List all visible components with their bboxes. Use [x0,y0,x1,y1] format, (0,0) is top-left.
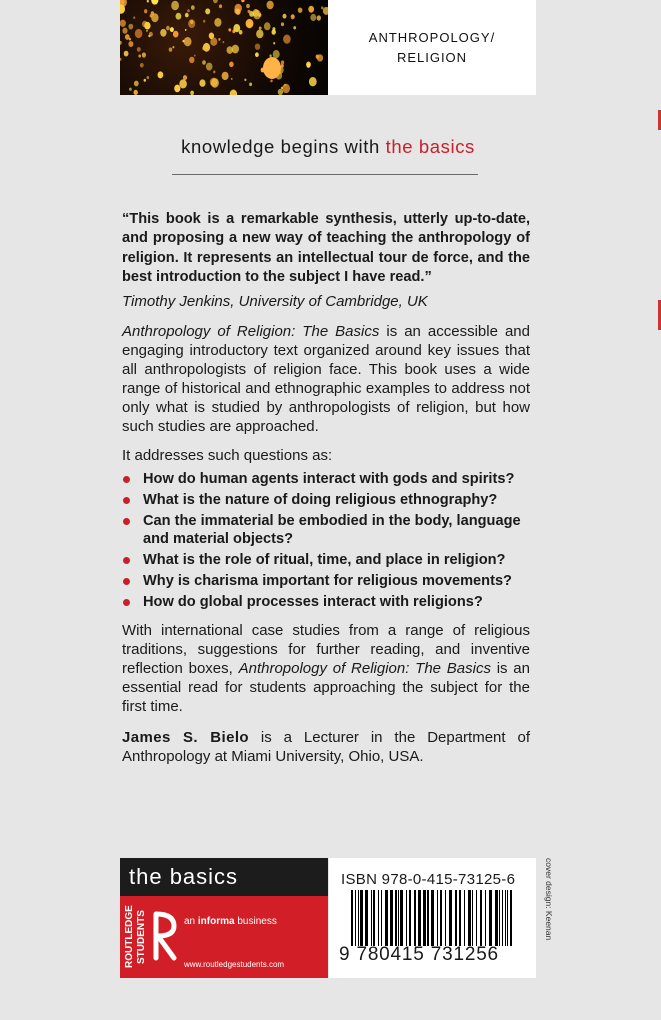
bullet-icon [123,578,130,585]
lantern-light [209,33,214,40]
lantern-light [269,54,271,57]
barcode-bar [507,890,508,946]
lantern-light [210,78,218,87]
lantern-light [174,85,180,93]
publisher-panel [120,896,328,978]
question-item: Why is charisma important for religious movements? [122,572,530,590]
barcode-bar [472,890,473,946]
tagline-prefix: knowledge begins with [181,136,380,157]
publisher-vertical-text: ROUTLEDGE STUDENTS [124,905,147,969]
description-paragraph [122,322,530,436]
lantern-light [129,88,132,91]
back-cover-text [122,210,530,766]
lantern-light [146,30,148,32]
closing-text-after: is an essential read for students approaching the subject for the first time. [122,659,530,715]
lantern-light [144,9,147,13]
lantern-light [229,62,234,68]
lantern-light [321,6,324,9]
tagline-accent: the basics [385,136,475,157]
lantern-light [255,44,260,50]
lantern-light [218,38,220,41]
lantern-light [179,79,187,88]
barcode-bar [371,890,372,946]
barcode-bar [455,890,457,946]
lantern-light [231,78,233,80]
lantern-light [138,54,141,57]
lantern-light [230,90,237,96]
lantern-light [278,89,283,95]
barcode-bar [423,890,426,946]
lantern-light [185,13,189,18]
barcode-bar [406,890,407,946]
lantern-light [202,47,205,51]
barcode-bar [373,890,375,946]
routledge-logo-icon [150,910,180,962]
barcode-bar [437,890,438,946]
question-item: What is the nature of doing religious ethnography? [122,491,530,509]
lantern-light [239,30,243,35]
bullet-icon [123,557,130,564]
barcode-bar [445,890,446,946]
barcode-bar [489,890,492,946]
barcode-bar [502,890,503,946]
lantern-light [199,79,205,86]
barcode-bars [351,890,516,946]
lantern-light [206,63,213,71]
publisher-website: www.routledgestudents.com [184,960,285,969]
barcode-bar [385,890,388,946]
author-bio-text: is a Lecturer in the Department of Anthropology at Miami University, Ohio, USA. [122,728,530,765]
barcode-bar [409,890,411,946]
lantern-light [171,1,179,10]
question-item: Can the immaterial be embodied in the body, language and material objects? [122,512,530,548]
lantern-light [190,91,194,95]
questions-lead: It addresses such questions as: [122,446,333,464]
lantern-light [247,22,251,27]
lantern-light [213,71,215,74]
lantern-light [144,79,146,82]
lantern-light [222,72,229,80]
informa-tagline: an informa business [184,916,277,927]
isbn-digits: 9 780415 731256 [339,944,499,965]
lantern-light [140,63,144,68]
barcode-bar [468,890,471,946]
lantern-light [124,51,129,57]
barcode-bar [355,890,356,946]
lantern-light [120,41,122,45]
barcode-bar [414,890,416,946]
description-text: is an accessible and engaging introductory text organized around key issues that all anthropologists of religion face. This book uses a wide range of historical and ethnographic examples to address not only what is studied by anthropologists of religion, but how such studies are approached. [122,322,530,435]
lantern-light [133,16,135,19]
lantern-light [259,27,262,30]
lantern-light [194,55,196,57]
isbn-label: ISBN 978-0-415-73125-6 [341,871,516,888]
lantern-light [310,14,316,21]
lantern-light [202,60,206,65]
lantern-light [128,24,133,30]
barcode-bar [495,890,498,946]
lantern-light [128,41,133,47]
cover-photo-lanterns [120,0,328,95]
lantern-light [232,45,239,54]
isbn-barcode [329,858,536,978]
series-title: the basics [120,858,328,896]
question-item: How do global processes interact with religions? [122,593,530,611]
lantern-light [151,11,154,15]
lantern-light [170,27,174,32]
barcode-bar [400,890,403,946]
book-title: Anthropology of Religion: The Basics [238,659,491,677]
question-item: What is the role of ritual, time, and place in religion? [122,551,530,569]
barcode-bar [449,890,452,946]
series-block [120,858,328,978]
lantern-light [151,0,158,5]
lantern-light [137,47,141,52]
lantern-light [309,77,317,86]
author-bio [122,728,530,766]
lantern-light [223,41,225,43]
lantern-light [264,22,271,30]
barcode-bar [358,890,359,946]
lantern-light [241,0,244,2]
barcode-bar [395,890,397,946]
lantern-light [188,19,195,28]
lantern-light [142,21,148,28]
bullet-icon [123,497,130,504]
lantern-light [228,28,231,31]
bullet-icon [123,518,130,525]
lantern-light [308,6,314,13]
barcode-bar [510,890,512,946]
barcode-bar [365,890,368,946]
lantern-light [291,14,295,19]
barcode-bar [381,890,382,946]
lantern-light [317,15,321,20]
barcode-bar [499,890,500,946]
lantern-light [184,37,192,46]
lantern-light [185,29,187,31]
barcode-bar [427,890,429,946]
barcode-bar [351,890,353,946]
lantern-light [272,27,275,31]
lantern-light [191,5,195,10]
lantern-light [120,20,126,27]
lantern-light [173,31,179,38]
lantern-light [219,4,222,8]
closing-text-before: With international case studies from a range of religious traditions, suggestions for further reading, and inventive reflection boxes, [122,621,530,677]
endorsement-attribution: Timothy Jenkins, University of Cambridge, UK [122,292,428,310]
lantern-light [122,28,127,34]
lantern-light [166,26,170,31]
lantern-light [306,63,310,68]
lantern-light [244,79,246,82]
lantern-light [160,29,166,37]
lantern-light [176,13,182,20]
lantern-light [293,26,296,29]
barcode-bar [440,890,442,946]
lantern-light [298,8,303,13]
lantern-light [281,60,284,64]
lantern-light [316,55,320,59]
lantern-light [270,80,272,83]
lantern-light [134,90,138,95]
lantern-light [273,42,275,44]
barcode-bar [476,890,477,946]
lantern-light [187,9,190,12]
lantern-light [249,83,252,87]
lantern-light [135,29,143,38]
barcode-bar [360,890,363,946]
lantern-light [283,35,291,44]
barcode-bar [390,890,393,946]
lantern-light [256,30,263,39]
lantern-light [255,52,259,57]
barcode-bar [398,890,399,946]
question-item: How do human agents interact with gods and spirits? [122,470,530,488]
barcode-bar [378,890,379,946]
author-name: James S. Bielo [122,728,249,746]
barcode-bar [459,890,461,946]
barcode-bar [418,890,421,946]
lantern-light [147,0,149,3]
lantern-light [149,32,153,37]
lantern-light [283,14,287,19]
lantern-light [142,52,146,57]
lantern-light [205,8,210,14]
lantern-light [273,50,280,58]
lantern-light [213,0,218,3]
bullet-icon [123,599,130,606]
lantern-light [182,40,184,43]
bullet-icon [123,476,130,483]
questions-list [122,470,530,611]
lantern-light [125,34,130,40]
lantern-light [169,48,173,52]
lantern-light [282,84,290,93]
lantern-light [267,1,274,10]
lantern-light [134,81,139,87]
lantern-light-large [263,57,281,79]
divider [172,174,478,175]
series-tagline [120,136,536,158]
category-line-1: ANTHROPOLOGY/ [368,29,496,45]
lantern-light [120,58,122,61]
barcode-bar [480,890,482,946]
lantern-light [172,46,174,48]
closing-paragraph [122,621,530,716]
barcode-bar [485,890,486,946]
lantern-light [214,18,221,27]
barcode-bar [505,890,506,946]
book-title: Anthropology of Religion: The Basics [122,322,380,340]
endorsement-quote: “This book is a remarkable synthesis, utterly up-to-date, and proposing a new way of teaching the anthropology of religion. It represents an intellectual tour de force, and the best introduction to the subject I have read.” [122,211,530,286]
lantern-light [253,10,261,20]
cover-design-credit: cover design: Keenan [544,858,554,941]
lantern-light [248,10,251,13]
lantern-light [246,4,250,8]
lantern-light [281,87,283,90]
category-line-2: RELIGION [396,49,468,65]
lantern-light [158,71,164,78]
lantern-light [281,22,284,26]
lantern-light [147,76,150,79]
lantern-light [235,9,240,15]
lantern-light [203,20,205,23]
category-box [328,0,536,95]
barcode-bar [464,890,465,946]
barcode-bar [431,890,434,946]
lantern-light [189,57,194,63]
